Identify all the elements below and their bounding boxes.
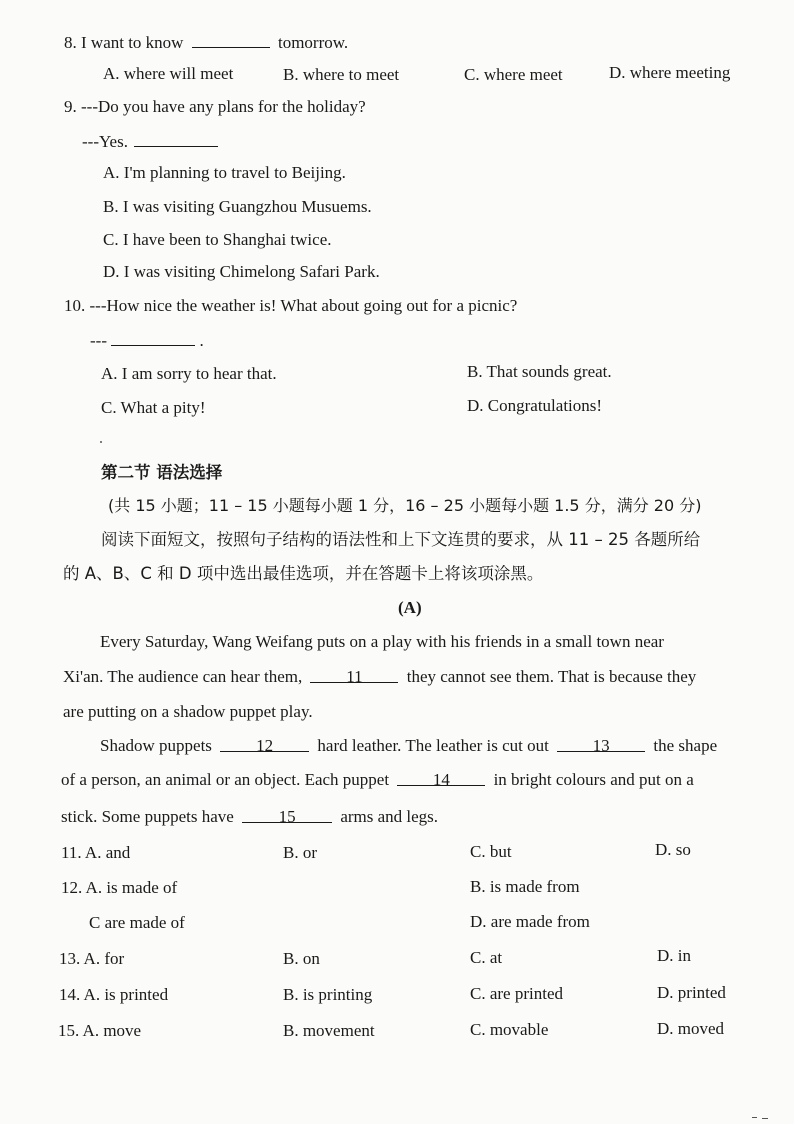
section-instruction-line1: 阅读下面短文，按照句子结构的语法性和上下文连贯的要求，从 11 – 25 各题所给 — [101, 530, 701, 549]
option-11c: C. but — [470, 842, 512, 861]
answer-blank — [134, 131, 218, 147]
option-8d: D. where meeting — [609, 63, 731, 82]
passage-p2-line2 — [61, 770, 694, 790]
passage-text: the shape — [653, 736, 718, 755]
question-9-stem: 9. ---Do you have any plans for the holiday? — [64, 97, 366, 116]
option-10d: D. Congratulations! — [467, 396, 603, 415]
option-9d: D. I was visiting Chimelong Safari Park. — [103, 262, 380, 281]
blank-15: 15 — [242, 807, 332, 823]
passage-text: hard leather. The leather is cut out — [317, 736, 549, 755]
option-9b: B. I was visiting Guangzhou Musuems. — [103, 197, 372, 216]
option-8a: A. where will meet — [103, 64, 234, 83]
question-10-reply-period: . — [199, 331, 204, 350]
option-15b: B. movement — [283, 1021, 375, 1040]
option-13d: D. in — [657, 946, 691, 965]
option-11a: 11. A. and — [61, 843, 131, 862]
option-12c: C are made of — [89, 913, 185, 932]
option-14b: B. is printing — [283, 985, 373, 1004]
section-heading: 第二节 语法选择 — [101, 463, 223, 482]
passage-p1-line3: are putting on a shadow puppet play. — [63, 702, 313, 721]
question-8-stem-start: 8. I want to know — [64, 33, 184, 52]
answer-blank — [111, 330, 195, 346]
blank-12: 12 — [220, 736, 309, 752]
blank-14: 14 — [397, 770, 485, 786]
option-13a: 13. A. for — [59, 949, 125, 968]
passage-text: arms and legs. — [340, 807, 439, 826]
question-10-stem: 10. ---How nice the weather is! What about going out for a picnic? — [64, 296, 518, 315]
option-13c: C. at — [470, 948, 503, 967]
option-14c: C. are printed — [470, 984, 563, 1003]
option-9c: C. I have been to Shanghai twice. — [103, 230, 332, 249]
option-12d: D. are made from — [470, 912, 590, 931]
option-10c: C. What a pity! — [101, 398, 206, 417]
passage-text: they cannot see them. That is because they — [406, 667, 697, 686]
option-9a: A. I'm planning to travel to Beijing. — [103, 163, 346, 182]
scan-speck — [752, 1117, 757, 1118]
option-10a: A. I am sorry to hear that. — [101, 364, 277, 383]
question-8-stem-end: tomorrow. — [277, 33, 349, 52]
question-10-reply-dashes: --- — [90, 331, 107, 350]
option-15d: D. moved — [657, 1019, 725, 1038]
option-15c: C. movable — [470, 1020, 549, 1039]
passage-text: of a person, an animal or an object. Each puppet — [61, 770, 390, 789]
answer-blank — [192, 32, 270, 48]
option-15a: 15. A. move — [58, 1021, 142, 1040]
option-13b: B. on — [283, 949, 320, 968]
option-14d: D. printed — [657, 983, 726, 1002]
passage-text: Shadow puppets — [100, 736, 212, 755]
section-instruction-line2: 的 A、B、C 和 D 项中选出最佳选项，并在答题卡上将该项涂黑。 — [63, 564, 544, 583]
option-14a: 14. A. is printed — [59, 985, 169, 1004]
passage-p1-line1: Every Saturday, Wang Weifang puts on a play with his friends in a small town near — [100, 632, 664, 651]
scan-speck — [100, 441, 102, 443]
option-11b: B. or — [283, 843, 317, 862]
question-9-reply — [82, 131, 218, 152]
question-10-reply — [90, 330, 204, 351]
passage-text: in bright colours and put on a — [493, 770, 694, 789]
scan-speck — [762, 1118, 768, 1119]
blank-11: 11 — [310, 667, 398, 683]
passage-p3 — [61, 807, 438, 827]
question-8-stem — [64, 32, 348, 53]
passage-p2-line1 — [100, 736, 717, 756]
passage-text: Xi'an. The audience can hear them, — [63, 667, 303, 686]
option-10b: B. That sounds great. — [467, 362, 612, 381]
passage-label: (A) — [398, 598, 422, 617]
option-8b: B. where to meet — [283, 65, 400, 84]
blank-13: 13 — [557, 736, 645, 752]
section-scoring: (共 15 小题；11 – 15 小题每小题 1 分，16 – 25 小题每小题 1.5 分，满分 20 分) — [108, 496, 702, 515]
passage-p1-line2 — [63, 667, 696, 687]
option-12b: B. is made from — [470, 877, 580, 896]
question-9-reply-text: ---Yes. — [82, 132, 128, 151]
option-11d: D. so — [655, 840, 691, 859]
option-12a: 12. A. is made of — [61, 878, 178, 897]
option-8c: C. where meet — [464, 65, 563, 84]
passage-text: stick. Some puppets have — [61, 807, 234, 826]
